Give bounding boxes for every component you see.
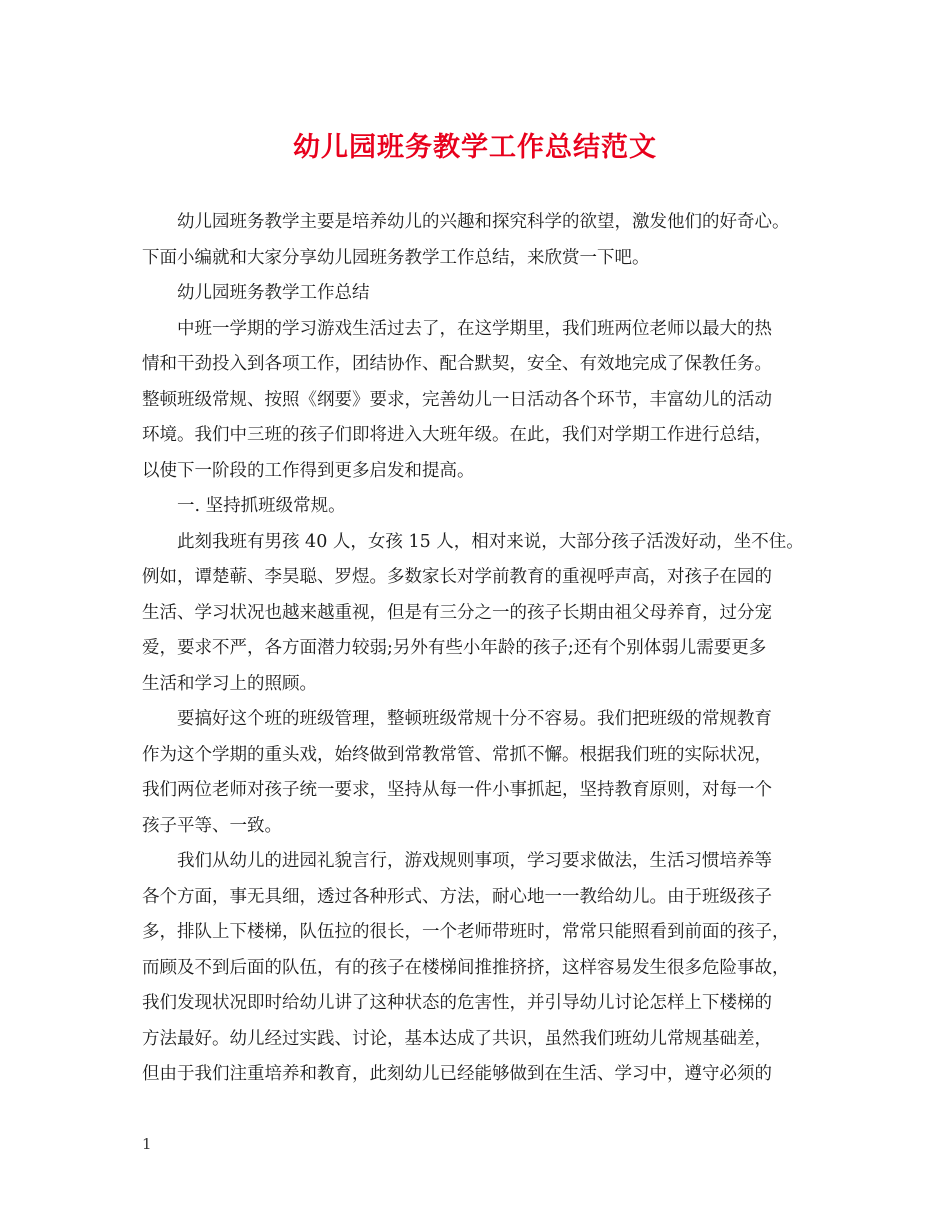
paragraph-line: 多，排队上下楼梯，队伍拉的很长，一个老师带班时，常常只能照看到前面的孩子， (142, 922, 790, 942)
paragraph-line: 作为这个学期的重头戏，始终做到常教常管、常抓不懈。根据我们班的实际状况， (142, 744, 772, 765)
paragraph-line: 生活、学习状况也越来越重视，但是有三分之一的孩子长期由祖父母养育，过分宠 (142, 602, 772, 623)
paragraph-line: 我们发现状况即时给幼儿讲了这种状态的危害性，并引导幼儿讨论怎样上下楼梯的 (142, 993, 772, 1013)
paragraph-line: 我们从幼儿的进园礼貌言行，游戏规则事项，学习要求做法，生活习惯培养等 (177, 851, 772, 871)
document-body (142, 205, 832, 1093)
page-number: 1 (142, 1135, 152, 1153)
paragraph-line: 我们两位老师对孩子统一要求，坚持从每一件小事抓起，坚持教育原则，对每一个 (142, 780, 772, 800)
paragraph (142, 312, 832, 490)
paragraph (142, 205, 832, 276)
paragraph-line: 要搞好这个班的班级管理，整顿班级常规十分不容易。我们把班级的常规教育 (177, 709, 772, 729)
paragraph-line: 幼儿园班务教学工作总结 (177, 283, 370, 303)
paragraph-line: 生活和学习上的照顾。 (142, 673, 317, 694)
paragraph-line: 幼儿园班务教学主要是培养幼儿的兴趣和探究科学的欲望，激发他们的好奇心。 (177, 212, 790, 232)
paragraph-line: 以使下一阶段的工作得到更多启发和提高。 (142, 460, 475, 481)
paragraph-line: 整顿班级常规、按照《纲要》要求，完善幼儿一日活动各个环节，丰富幼儿的活动 (142, 389, 772, 410)
paragraph-line: 下面小编就和大家分享幼儿园班务教学工作总结，来欣赏一下吧。 (142, 247, 650, 268)
paragraph-line: 此刻我班有男孩 40 人，女孩 15 人，相对来说，大部分孩子活泼好动，坐不住。 (177, 531, 804, 552)
paragraph (142, 844, 832, 1093)
paragraph (142, 702, 832, 844)
paragraph-line: 爱，要求不严，各方面潜力较弱;另外有些小年龄的孩子;还有个别体弱儿需要更多 (142, 638, 767, 658)
paragraph-line: 一. 坚持抓班级常规。 (177, 496, 346, 516)
paragraph-line: 情和干劲投入到各项工作，团结协作、配合默契，安全、有效地完成了保教任务。 (142, 354, 772, 374)
paragraph-line: 环境。我们中三班的孩子们即将进入大班年级。在此，我们对学期工作进行总结， (142, 425, 772, 445)
paragraph-line: 各个方面，事无具细，透过各种形式、方法，耐心地一一教给幼儿。由于班级孩子 (142, 886, 772, 907)
paragraph (142, 489, 832, 525)
document-title: 幼儿园班务教学工作总结范文 (293, 132, 657, 163)
paragraph (142, 525, 832, 703)
paragraph (142, 276, 832, 312)
paragraph-line: 孩子平等、一致。 (142, 815, 282, 836)
paragraph-line: 而顾及不到后面的队伍，有的孩子在楼梯间推推挤挤，这样容易发生很多危险事故， (142, 957, 790, 978)
paragraph-line: 方法最好。幼儿经过实践、讨论，基本达成了共识，虽然我们班幼儿常规基础差， (142, 1028, 772, 1049)
paragraph-line: 例如，谭楚蕲、李昊聪、罗煜。多数家长对学前教育的重视呼声高，对孩子在园的 (142, 567, 772, 587)
paragraph-line: 但由于我们注重培养和教育，此刻幼儿已经能够做到在生活、学习中，遵守必须的 (142, 1064, 772, 1084)
paragraph-line: 中班一学期的学习游戏生活过去了，在这学期里，我们班两位老师以最大的热 (177, 318, 772, 339)
